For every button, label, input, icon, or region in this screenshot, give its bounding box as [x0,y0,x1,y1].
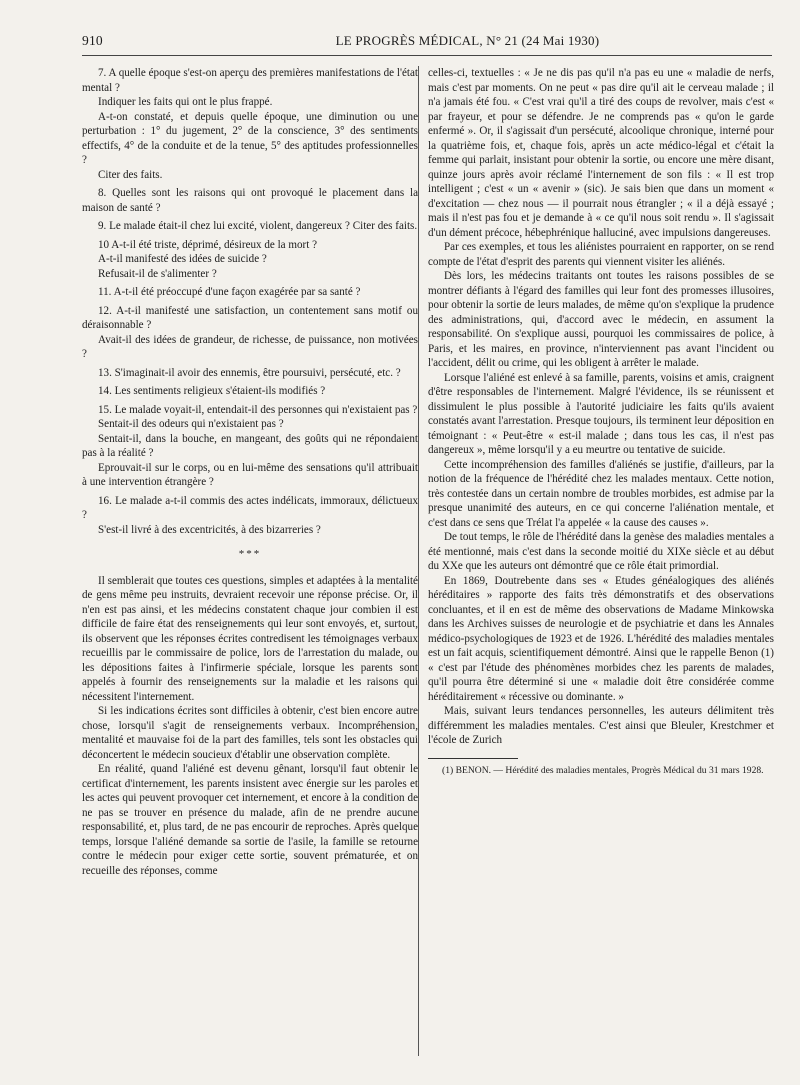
question-7: 7. A quelle époque s'est-on aperçu des premières manifestations de l'état mental ? [82,67,418,94]
question-16: 16. Le malade a-t-il commis des actes indélicats, immoraux, délictueux ? [82,494,418,521]
body-paragraph: En 1869, Doutrebente dans ses « Etudes généalogiques des aliénés héréditaires » rapporte des faits très démonstratifs et des observations concluantes, et il en est de même des observations de Madame Minkowska dans les Archives suisses de neurologie et de psychiatrie et dans les Annales médico-psychologiques de 1923 et de 1926. L'hérédité des maladies mentales est un fait acquis, scientifiquement démontré. Ainsi que le rappelle Benon (1) « c'est par l'étude des phénomènes morbides chez les parents de malades, qu'il pourra être déterminé si une « maladie doit être considérée comme héréditairement « récessive ou dominante. » [428,574,774,703]
page-number: 910 [82,33,103,48]
question-15-sub-1: Sentait-il des odeurs qui n'existaient pas ? [98,418,284,430]
question-9: 9. Le malade était-il chez lui excité, violent, dangereux ? Citer des faits. [98,220,418,232]
body-paragraph: En réalité, quand l'aliéné est devenu gênant, lorsqu'il faut obtenir le certificat d'internement, les parents insistent avec énergie sur les paroles et les actes qui peuvent provoquer cet internement, et encore à la condition de ne pas se trouver en présence du malade, afin de ne prendre aucune responsabilité, et, plus tard, de ne pas encourir de reproches. Après quelque temps, lorsque l'aliéné demande sa sortie de l'asile, la famille se retourne contre le médecin pour exiger cette sortie, souvent prématurée, et on recueille des réponses, comme [82,763,418,877]
body-paragraph: Lorsque l'aliéné est enlevé à sa famille, parents, voisins et amis, craignent d'être responsables de l'internement. Malgré l'évidence, ils se réunissent et dissimulent le plus possible à l'autorité judiciaire les faits qu'ils avaient constatés avant l'arrestation. Presque toujours, ils terminent leur déposition en témoignant : « Peut-être « est-il malade ; dans tous les cas, il n'est pas dangereux », même lorsqu'il y a eu meurtre ou tentative de suicide. [428,371,774,456]
body-paragraph: celles-ci, textuelles : « Je ne dis pas qu'il n'a pas eu une « maladie de nerfs, mais c'est par moments. On ne peut « pas dire qu'il ait le cerveau malade ; il n'a jamais été fou. « C'est vrai qu'il a tiré des coups de revolver, mais c'est « par frayeur, et pour se défendre. Je ne comprends pas « qu'on le garde enfermé ». Or, il s'agissait d'un persécuté, alcoolique chronique, interné pour la quatrième fois, et, chaque fois, après un acte médico-légal et c'était la femme qui parlait, insistant pour obtenir la sortie, ou encore une mère disant, quinze jours après avoir réclamé l'internement de son fils : « Il est trop intelligent ; c'est « un « avenir » (sic). Je sais bien que dans un moment « d'excitation — chez nous — il pourrait nous étrangler ; « il a déjà essayé ; mais il n'est pas fou et je demande à « ce qu'il nous soit rendu ». Il s'agissait d'un dément précoce, hébephrénique halluciné, avec impulsions dangereuses. [428,67,774,239]
body-paragraph: Mais, suivant leurs tendances personnelles, les auteurs délimitent très différemment les maladies mentales. C'est ainsi que Bleuler, Krestchmer et l'école de Zurich [428,705,774,746]
footnote-rule [428,758,518,759]
question-12-sub-1: Avait-il des idées de grandeur, de richesse, de puissance, non motivées ? [82,333,418,360]
column-divider [418,66,419,1056]
page-header [82,33,772,56]
question-14: 14. Les sentiments religieux s'étaient-ils modifiés ? [98,385,326,397]
body-paragraph: De tout temps, le rôle de l'hérédité dans la genèse des maladies mentales a été mentionné, mais c'est dans la seconde moitié du XIXe siècle et au début du XXe que les auteurs ont démontré que ce rôle était primordial. [428,531,774,572]
body-paragraph: Si les indications écrites sont difficiles à obtenir, c'est bien encore autre chose, lorsqu'il s'agit de renseignements verbaux. Incompréhension, mentalité et mauvaise foi de la part des familles, tels sont les obstacles qui déconcertent le médecin soucieux d'établir une observation complète. [82,705,418,761]
question-7-sub-3: Citer des faits. [98,168,163,181]
question-10-sub-1: A-t-il manifesté des idées de suicide ? [98,253,267,265]
body-paragraph: Dès lors, les médecins traitants ont toutes les raisons possibles de se montrer défiants à l'égard des familles qui leur font des promesses illusoires, pour obtenir la sortie de leurs malades, de même qu'on s'explique la prudence des administrations, qui, d'accord avec le médecin, en assument la responsabilité. On s'explique aussi, pourquoi les commissaires de police, à Paris, et les maires, en province, n'interviennent pas avant l'incident ou l'accident, délit ou crime, qui les obligent à arrêter le malade. [428,270,774,369]
question-10: 10 A-t-il été triste, déprimé, désireux de la mort ? [98,238,318,251]
body-paragraph: Par ces exemples, et tous les aliénistes pourraient en rapporter, on se rend compte de l'état d'esprit des parents qui viennent visiter les aliénés. [428,241,774,268]
question-10-sub-2: Refusait-il de s'alimenter ? [98,267,217,280]
right-column [428,66,774,777]
question-15-sub-3: Eprouvait-il sur le corps, ou en lui-même des sensations qu'il attribuait à une intervention étrangère ? [82,461,418,488]
question-11: 11. A-t-il été préoccupé d'une façon exagérée par sa santé ? [98,286,361,298]
question-7-sub-2: A-t-on constaté, et depuis quelle époque, une diminution ou une perturbation : 1° du jugement, 2° de la conscience, 3° des sentiments effectifs, 4° de la conduite et de la tenue, 5° des aptitudes professionnelles ? [82,110,418,166]
question-15: 15. Le malade voyait-il, entendait-il des personnes qui n'existaient pas ? [98,403,418,416]
question-8: 8. Quelles sont les raisons qui ont provoqué le placement dans la maison de santé ? [82,187,418,214]
question-12: 12. A-t-il manifesté une satisfaction, un contentement sans motif ou déraisonnable ? [82,304,418,331]
journal-title: LE PROGRÈS MÉDICAL, N° 21 (24 Mai 1930) [335,33,600,48]
question-15-sub-2: Sentait-il, dans la bouche, en mangeant, des goûts qui ne répondaient pas à la réalité ? [82,432,418,459]
question-7-sub-1: Indiquer les faits qui ont le plus frappé. [98,96,273,108]
question-13: 13. S'imaginait-il avoir des ennemis, être poursuivi, persécuté, etc. ? [98,366,401,379]
body-paragraph: Il semblerait que toutes ces questions, simples et adaptées à la mentalité de gens même peu instruits, devraient recevoir une réponse précise. Or, il n'en est pas ainsi, et les médecins constatent chaque jour combien il est difficile de faire état des renseignements qui leur sont envoyés, et, surtout, ils observent que les réponses écrites contredisent les témoignages verbaux recueillis par le commissaire de police, lors de l'arrestation du malade, ou les dépositions faites à l'infirmerie spéciale, lorsque les parents sont appelés à fournir des renseignements sur la maladie et les raisons qui nécessitent l'internement. [82,574,418,703]
footnote: (1) BENON. — Hérédité des maladies mentales, Progrès Médical du 31 mars 1928. [442,764,764,776]
left-column [82,66,418,878]
section-separator: *** [238,548,262,560]
body-paragraph: Cette incompréhension des familles d'aliénés se justifie, d'ailleurs, par la notion de la fréquence de l'hérédité chez les malades mentaux. Cette notion, très contestée dans un certain nombre de troubles morbides, est admise par la presque unanimité des auteurs, en ce qui concerne l'aliénation mentale, et c'est dans ce sens que Trélat l'a appelée « la cause des causes ». [428,458,774,529]
question-16-sub-1: S'est-il livré à des excentricités, à des bizarreries ? [98,523,321,536]
